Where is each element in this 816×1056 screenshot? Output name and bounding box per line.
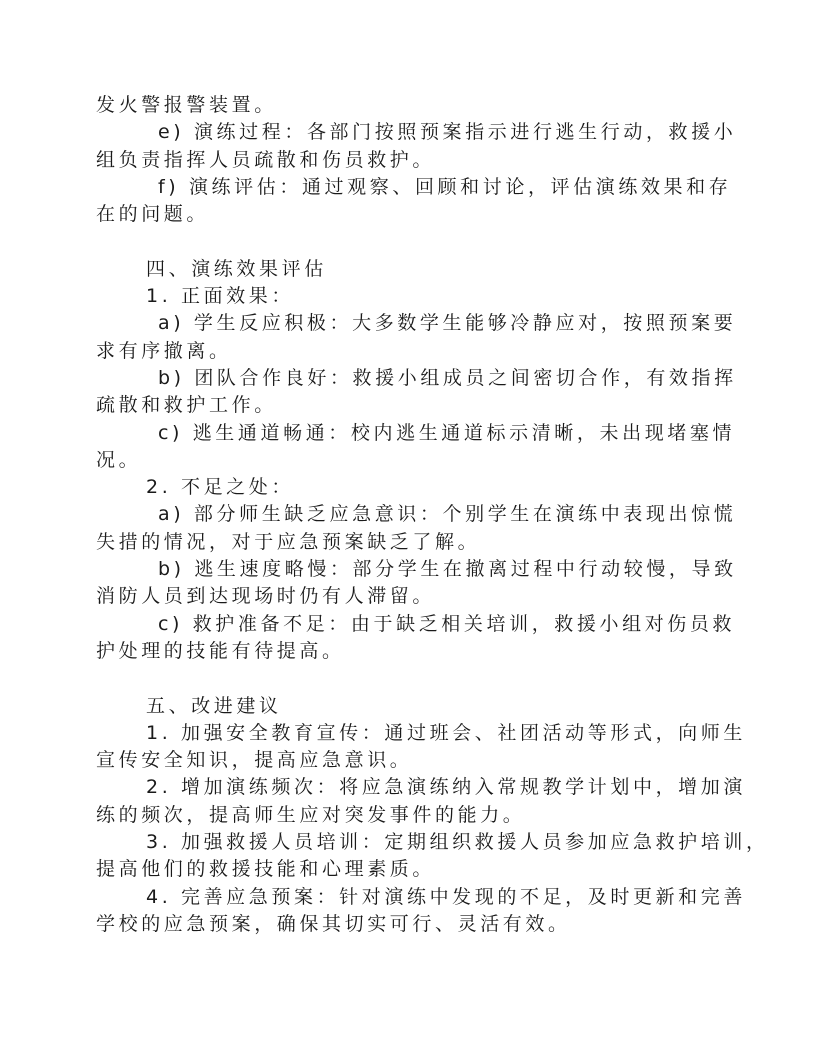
- paragraph-line: c) 逃生通道畅通：校内逃生通道标示清晰，未出现堵塞情: [158, 421, 736, 444]
- subheading-shortcomings: 2. 不足之处：: [146, 476, 294, 499]
- paragraph-line: b) 逃生速度略慢：部分学生在撤离过程中行动较慢，导致: [158, 558, 737, 581]
- list-item: [96, 310, 737, 365]
- list-item: [96, 884, 746, 939]
- spacer: [96, 665, 716, 692]
- document-page: [96, 92, 769, 938]
- paragraph-line: 组负责指挥人员疏散和伤员救护。: [96, 148, 436, 171]
- paragraph-line: 1. 加强安全教育宣传：通过班会、社团活动等形式，向师生: [146, 721, 746, 744]
- paragraph-line: c) 救护准备不足：由于缺乏相关培训，救援小组对伤员救: [158, 612, 736, 635]
- step-e: [96, 119, 737, 174]
- list-item: [96, 501, 737, 556]
- paragraph-line: a) 部分师生缺乏应急意识：个别学生在演练中表现出惊慌: [158, 503, 737, 526]
- list-item: [96, 365, 737, 420]
- list-item: [96, 829, 769, 884]
- paragraph-line: a) 学生反应积极：大多数学生能够冷静应对，按照预案要: [158, 312, 737, 335]
- step-f: [96, 174, 732, 229]
- paragraph-line: 练的频次，提高师生应对突发事件的能力。: [96, 803, 526, 826]
- paragraph-line: 消防人员到达现场时仍有人滞留。: [96, 585, 436, 608]
- list-item: [96, 420, 736, 475]
- paragraph-line: 学校的应急预案，确保其切实可行、灵活有效。: [96, 912, 571, 935]
- list-item: [96, 720, 746, 775]
- section-heading-suggestions: 五、改进建议: [146, 694, 282, 717]
- paragraph-line: 提高他们的救援技能和心理素质。: [96, 858, 436, 881]
- paragraph-line: 宣传安全知识，提高应急意识。: [96, 749, 413, 772]
- paragraph-line: 护处理的技能有待提高。: [96, 639, 345, 662]
- paragraph-line: 疏散和救护工作。: [96, 394, 277, 417]
- subheading-positive: 1. 正面效果：: [146, 285, 294, 308]
- paragraph-line: 2. 增加演练频次：将应急演练纳入常规教学计划中，增加演: [146, 776, 746, 799]
- section-heading-evaluation: 四、演练效果评估: [146, 257, 327, 280]
- paragraph-line: 求有序撤离。: [96, 339, 232, 362]
- list-item: [96, 611, 736, 666]
- paragraph-line: 3. 加强救援人员培训：定期组织救援人员参加应急救护培训，: [146, 831, 769, 854]
- paragraph-line: 发火警报警装置。: [96, 94, 277, 116]
- paragraph-line: 况。: [96, 448, 142, 471]
- paragraph-line: 4. 完善应急预案：针对演练中发现的不足，及时更新和完善: [146, 885, 746, 908]
- paragraph-line: 失措的情况，对于应急预案缺乏了解。: [96, 530, 481, 553]
- paragraph-line: b) 团队合作良好：救援小组成员之间密切合作，有效指挥: [158, 366, 737, 389]
- paragraph-line: e) 演练过程：各部门按照预案指示进行逃生行动，救援小: [158, 121, 737, 144]
- spacer: [96, 228, 716, 255]
- list-item: [96, 774, 746, 829]
- paragraph-line: f) 演练评估：通过观察、回顾和讨论，评估演练效果和存: [158, 175, 732, 198]
- list-item: [96, 556, 737, 611]
- paragraph-line: 在的问题。: [96, 203, 210, 226]
